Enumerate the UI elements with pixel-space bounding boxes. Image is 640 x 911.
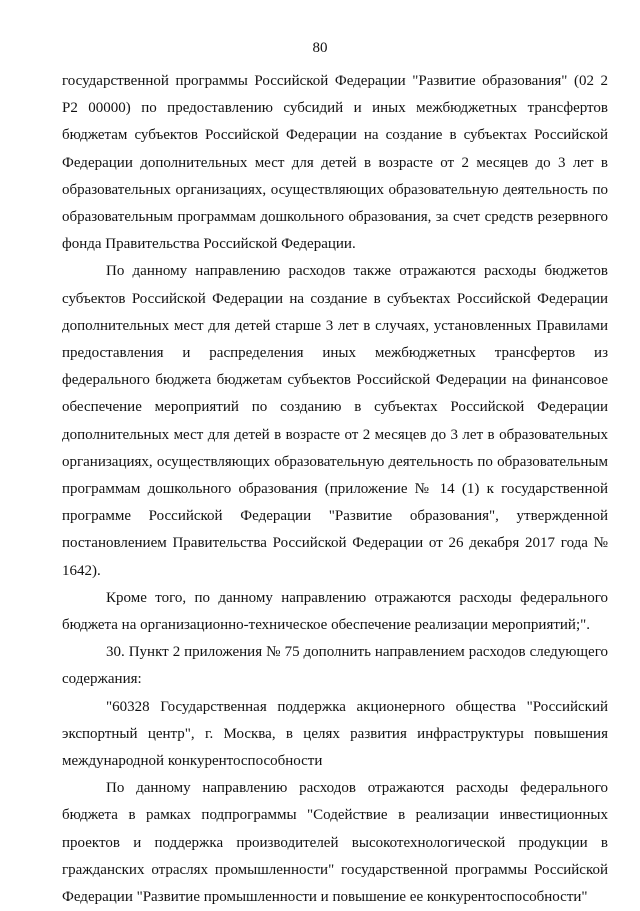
paragraph-additional-expenses: Кроме того, по данному направлению отражаются расходы федерального бюджета на организационно-техническое обеспечение реализации мероприятий;". (62, 589, 608, 634)
page-number: 80 (312, 40, 328, 56)
paragraph-item-30: 30. Пункт 2 приложения № 75 дополнить направлением расходов следующего содержания: (62, 644, 608, 688)
paragraph-expenses-description: По данному направлению расходов также отражаются расходы бюджетов субъектов Российской Федерации на создание в субъектах Российской Федерации дополнительных мест для детей старше 3 лет в случаях, установленных Правилами предоставления и распределения иных межбюджетных трансфертов из федерального бюджета бюджетам субъектов Российской Федерации на финансовое обеспечение мероприятий по созданию в субъектах Российской Федерации дополнительных мест для детей в возрасте от 2 месяцев до 3 лет в образовательных организациях, осуществляющих образовательную деятельность по образовательным программам дошкольного образования (приложение № 14 (1) к государственной программе Российской Федерации "Развитие образования", утвержденной постановлением Правительства Российской Федерации от 26 декабря 2017 года № 1642). (62, 263, 608, 579)
paragraph-continuation: государственной программы Российской Федерации "Развитие образования" (02 2 Р2 00000) по предоставлению субсидий и иных межбюджетных трансфертов бюджетам субъектов Российской Федерации на создание в субъектах Российской Федерации дополнительных мест для детей в возрасте от 2 месяцев до 3 лет в образовательных организациях, осуществляющих образовательную деятельность по образовательным программам дошкольного образования, за счет средств резервного фонда Правительства Российской Федерации. (62, 73, 608, 253)
paragraph-code-60328: "60328 Государственная поддержка акционерного общества "Российский экспортный центр", г. Москва, в целях развития инфраструктуры повышения международной конкурентоспособности (62, 698, 608, 770)
document-body (62, 68, 608, 911)
paragraph-code-60328-description: По данному направлению расходов отражаются расходы федерального бюджета в рамках подпрограммы "Содействие в реализации инвестиционных проектов и поддержка производителей высокотехнологической продукции в гражданских отраслях промышленности" государственной программы Российской Федерации "Развитие промышленности и повышение ее конкурентоспособности" (62, 780, 608, 906)
